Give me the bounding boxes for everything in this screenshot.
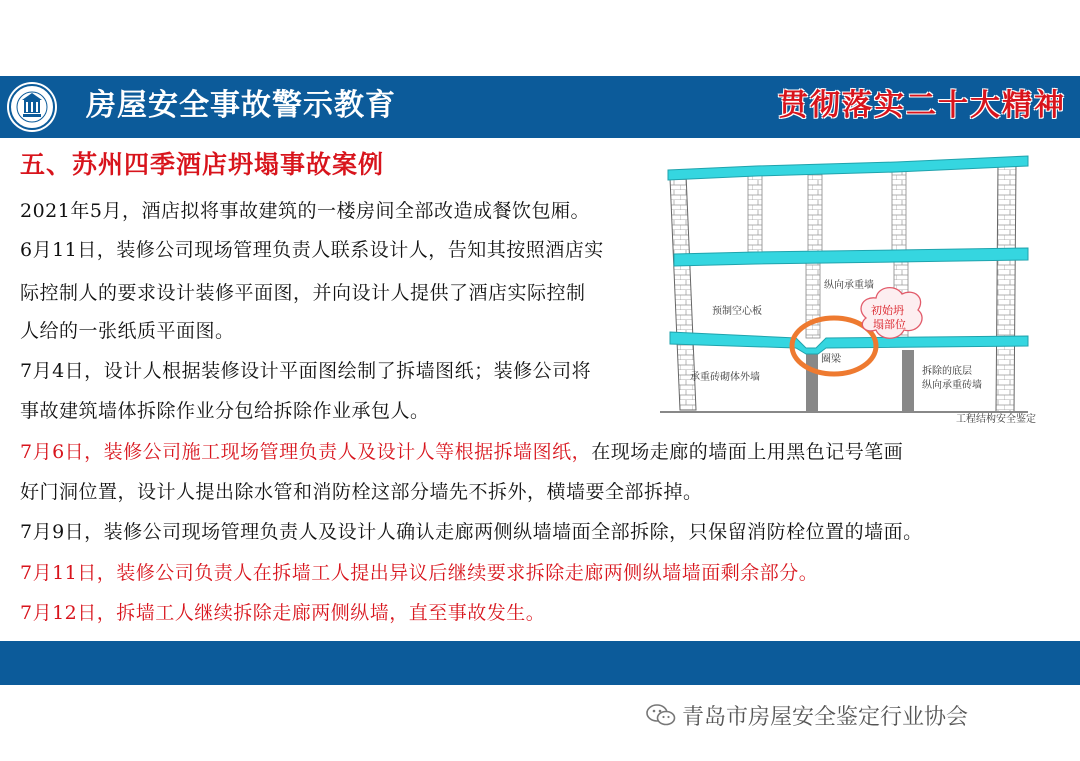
watermark-text: 青岛市房屋安全鉴定行业协会	[682, 704, 969, 730]
footer-bar	[0, 641, 1080, 685]
section-title: 五、苏州四季酒店坍塌事故案例	[20, 150, 385, 179]
ring-beam	[670, 332, 1028, 354]
highlight-text: 7月6日，装修公司施工现场管理负责人及设计人等根据拆墙图纸，	[20, 441, 592, 463]
wall-upper	[892, 168, 906, 250]
header-slogan: 贯彻落实二十大精神	[778, 88, 1066, 123]
collapse-structure-diagram	[656, 150, 1056, 430]
outer-wall-right	[996, 162, 1016, 412]
paragraph-line: 7月9日，装修公司现场管理负责人及设计人确认走廊两侧纵墙墙面全部拆除，只保留消防栓位置的墙面。	[20, 521, 923, 543]
paragraph-line: 人给的一张纸质平面图。	[20, 320, 235, 342]
wall-upper	[748, 172, 762, 252]
label-ring-beam: 圈梁	[821, 354, 841, 365]
paragraph-line: 2021年5月，酒店拟将事故建筑的一楼房间全部改造成餐饮包厢。	[20, 200, 590, 222]
paragraph-line: 事故建筑墙体拆除作业分包给拆除作业承包人。	[20, 400, 430, 422]
label-source: 工程结构安全鉴定	[956, 414, 1036, 425]
collapse-label-line: 初始坍	[871, 304, 904, 317]
paragraph-line: 7月4日，设计人根据装修设计平面图绘制了拆墙图纸；装修公司将	[20, 360, 592, 382]
label-hollow-slab: 预制空心板	[712, 306, 762, 317]
watermark	[646, 698, 968, 732]
label-removed-wall: 拆除的底层纵向承重砖墙	[922, 366, 982, 391]
wechat-icon	[646, 703, 676, 727]
collapse-label-line-2: 塌部位	[873, 318, 906, 331]
remaining-wall	[806, 350, 818, 412]
paragraph-line: 际控制人的要求设计装修平面图，并向设计人提供了酒店实际控制	[20, 282, 586, 304]
paragraph-line: 好门洞位置，设计人提出除水管和消防栓这部分墙先不拆外，横墙要全部拆掉。	[20, 481, 703, 503]
header-title: 房屋安全事故警示教育	[86, 88, 396, 123]
paragraph-line-highlight: 7月12日，拆墙工人继续拆除走廊两侧纵墙，直至事故发生。	[20, 602, 546, 624]
label-longitudinal-wall: 纵向承重墙	[824, 280, 874, 291]
floor-beam	[674, 248, 1028, 266]
wall-upper	[808, 170, 822, 252]
label-outer-wall: 承重砖砌体外墙	[690, 372, 760, 383]
remaining-wall	[902, 350, 914, 412]
paragraph-line: 6月11日，装修公司现场管理负责人联系设计人，告知其按照酒店实	[20, 239, 604, 261]
paragraph-line-highlight: 7月11日，装修公司负责人在拆墙工人提出异议后继续要求拆除走廊两侧纵墙墙面剩余部分。	[20, 562, 819, 584]
paragraph-line-mixed	[20, 440, 903, 464]
roof-beam	[668, 156, 1028, 180]
header-bar	[0, 76, 1080, 138]
plain-text: 在现场走廊的墙面上用黑色记号笔画	[591, 441, 904, 463]
association-seal-icon	[6, 81, 58, 133]
